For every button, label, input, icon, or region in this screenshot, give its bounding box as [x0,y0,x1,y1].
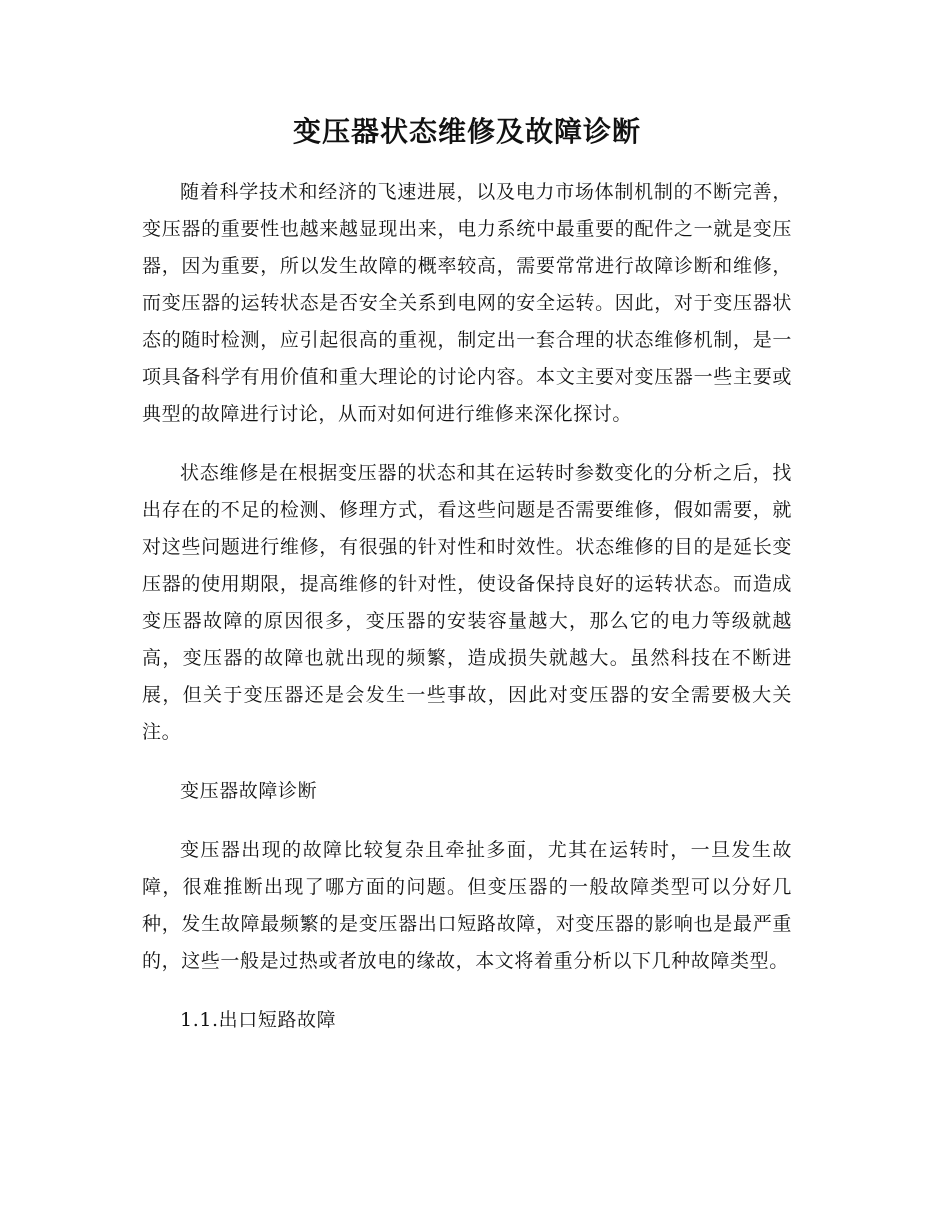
maintenance-paragraph: 状态维修是在根据变压器的状态和其在运转时参数变化的分析之后，找出存在的不足的检测、修理方式，看这些问题是否需要维修，假如需要，就对这些问题进行维修，有很强的针对性和时效性。状态维修的目的是延长变压器的使用期限，提高维修的针对性，使设备保持良好的运转状态。而造成变压器故障的原因很多，变压器的安装容量越大，那么它的电力等级就越高，变压器的故障也就出现的频繁，造成损失就越大。虽然科技在不断进展，但关于变压器还是会发生一些事故，因此对变压器的安全需要极大关注。 [142,462,792,743]
section-heading: 变压器故障诊断 [180,780,318,802]
document-content [142,112,792,1039]
subsection-heading: 1.1.出口短路故障 [180,1009,337,1031]
section-paragraph: 变压器出现的故障比较复杂且牵扯多面，尤其在运转时，一旦发生故障，很难推断出现了哪方面的问题。但变压器的一般故障类型可以分好几种，发生故障最频繁的是变压器出口短路故障，对变压器的影响也是最严重的，这些一般是过热或者放电的缘故，本文将着重分析以下几种故障类型。 [142,839,792,972]
intro-paragraph: 随着科学技术和经济的飞速进展，以及电力市场体制机制的不断完善，变压器的重要性也越来越显现出来，电力系统中最重要的配件之一就是变压器，因为重要，所以发生故障的概率较高，需要常常进行故障诊断和维修，而变压器的运转状态是否安全关系到电网的安全运转。因此，对于变压器状态的随时检测，应引起很高的重视，制定出一套合理的状态维修机制，是一项具备科学有用价值和重大理论的讨论内容。本文主要对变压器一些主要或典型的故障进行讨论，从而对如何进行维修来深化探讨。 [142,181,792,425]
document-title: 变压器状态维修及故障诊断 [292,115,641,148]
